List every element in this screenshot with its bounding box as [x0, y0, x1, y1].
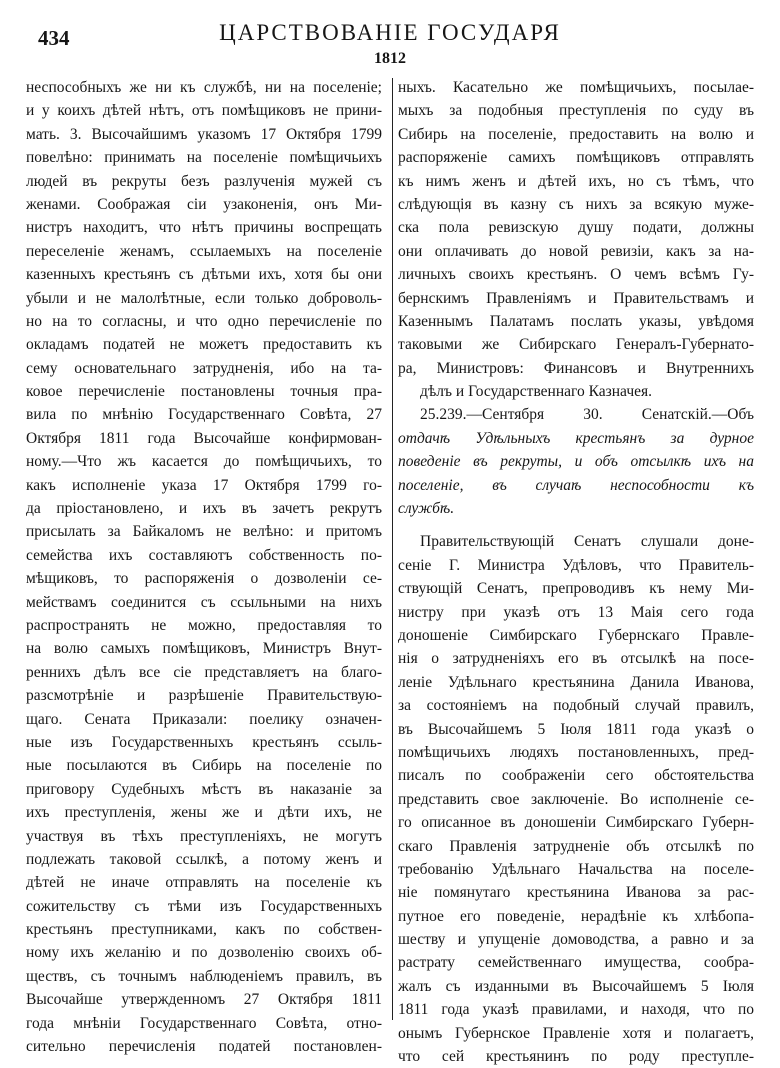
text-line: нистръ находитъ, что нѣтъ причины воспрещать [26, 219, 382, 237]
text-line: ска пола ревизскую душу подати, должны [398, 219, 754, 237]
text-line: повелѣно: принимать на поселеніе помѣщичьихъ [26, 149, 382, 167]
left-column [26, 76, 382, 1058]
entry-heading: 25.239.—Сентября 30. Сенатскій.—Объ [420, 406, 754, 424]
text-line: сожительству съ тѣми изъ Государственныхъ [26, 897, 382, 915]
text-line: жалъ съ изданными въ Высочайшемъ 5 Іюля [398, 977, 754, 995]
text-line: писалъ по соображеніи сего обстоятельства [398, 767, 754, 785]
text-line: за состояніемъ на подобный случай правилъ, [398, 697, 754, 715]
text-line: неспособныхъ же ни къ службѣ, ни на поселеніе; [26, 79, 382, 96]
text-line: требованію Удѣльнаго Начальства на поселе- [398, 860, 754, 878]
text-line: окладамъ податей не можетъ предоставить къ [26, 336, 382, 354]
text-line: слѣдующія въ казну съ нихъ за всякую муже- [398, 195, 754, 213]
text-line: къ нимъ женъ и дѣтей ихъ, но съ тѣмъ, что [398, 172, 754, 190]
text-line: приговору Судебныхъ мѣстъ въ наказаніе за [26, 780, 382, 798]
text-line: подлежать таковой ссылкѣ, а потому женъ и [26, 850, 382, 868]
text-line: семейства ихъ составляютъ собственность по- [26, 546, 382, 564]
text-line: года мнѣніи Государственнаго Совѣта, отно- [26, 1014, 382, 1032]
text-line: да пріостановлено, и ихъ въ зачетъ рекрутъ [26, 500, 382, 518]
text-line: распространять не можно, предоставляя то [26, 616, 382, 634]
text-line: реннихъ дѣлъ все сіе представляетъ на благо- [26, 663, 382, 681]
year-heading: 1812 [374, 50, 406, 67]
text-line: ному.—Что жъ касается до помѣщичьихъ, то [26, 453, 382, 471]
text-line: ные посылаются въ Сибирь на поселеніе по [26, 757, 382, 775]
text-line: вила по мнѣнію Государственнаго Совѣта, 27 [26, 406, 382, 424]
text-line: ные изъ Государственныхъ крестьянъ ссыль- [26, 733, 382, 751]
text-line: людей въ рекруты безъ разлученія мужей съ [26, 172, 382, 190]
text-line: сему основательнаго затрудненія, ибо на та- [26, 359, 382, 377]
text-line: ствующій Сенатъ, препроводивъ къ нему Ми- [398, 580, 754, 598]
text-line: нія о затрудненіяхъ его въ отсылкѣ на посе- [398, 650, 754, 668]
text-line: нистру при указѣ отъ 13 Маія сего года [398, 603, 754, 621]
text-line: женами. Соображая сіи узаконенія, онъ Ми- [26, 195, 382, 213]
text-line: путное его поведеніе, нерадѣніе къ хлѣбопа- [398, 907, 754, 925]
text-line: казенныхъ крестьянъ съ дѣтьми ихъ, хотя бы они [26, 266, 382, 284]
page-number: 434 [38, 26, 70, 50]
right-column [398, 76, 754, 1068]
column-divider [392, 78, 393, 1020]
text-line: присылать за Байкаломъ не велѣно: и притомъ [26, 523, 382, 541]
entry-title-line: поведеніе въ рекруты, и объ отсылкѣ ихъ на [398, 453, 754, 471]
text-line: распоряженіе самихъ помѣщиковъ отправлять [398, 149, 754, 167]
text-line: бернскимъ Правленіямъ и Правительствамъ и [398, 289, 754, 307]
running-title: ЦАРСТВОВАНІЕ ГОСУДАРЯ [219, 20, 561, 45]
text-line: представить свое заключеніе. Во исполненіе се- [398, 790, 754, 808]
text-line: разсмотрѣніе и разрѣшеніе Правительствую- [26, 687, 382, 705]
text-line: скаго Правленія затрудненіе объ отсылкѣ по [398, 837, 754, 855]
text-line: таковыми же Сибирскаго Генералъ-Губернато- [398, 336, 754, 354]
text-line: что сей крестьянинъ по роду преступле- [398, 1048, 754, 1066]
entry-title-line: поселеніе, въ случаѣ неспособности къ [398, 476, 754, 494]
text-line: растрату семейственнаго имущества, сообра- [398, 954, 754, 972]
text-line: онымъ Губернское Правленіе хотя и полагаетъ, [398, 1024, 754, 1042]
text-line: сеніе Г. Министра Удѣловъ, что Правитель- [398, 556, 754, 574]
entry-title-line: отдачѣ Удѣльныхъ крестьянъ за дурное [398, 429, 754, 447]
text-line: участвуя въ тѣхъ преступленіяхъ, не могутъ [26, 827, 382, 845]
text-line: щаго. Сената Приказали: поелику означен- [26, 710, 382, 728]
text-line: они оплачивать до новой ревизіи, какъ за на- [398, 242, 754, 260]
text-line: 1811 года указѣ правилами, и находя, что по [398, 1001, 754, 1019]
text-line: Казеннымъ Палатамъ послать указы, увѣдомя [398, 312, 754, 330]
text-line: какъ исполненіе указа 17 Октября 1799 го- [26, 476, 382, 494]
text-line: шеству и упущеніе домоводства, а равно и за [398, 931, 754, 949]
text-line: сительно перечисленія податей постановлен- [26, 1038, 382, 1056]
text-line: Высочайше утвержденномъ 27 Октября 1811 [26, 991, 382, 1009]
text-line: убыли и не малолѣтные, если только доброволь- [26, 289, 382, 307]
text-line: дѣтей не иначе отправлять на поселеніе къ [26, 874, 382, 892]
text-line: дѣлъ и Государственнаго Казначея. [420, 383, 652, 401]
text-line: го описанное въ доношеніи Симбирскаго Губерн- [398, 814, 754, 832]
entry-title-line: службѣ. [398, 500, 455, 518]
text-line: мать. 3. Высочайшимъ указомъ 17 Октября 1799 [26, 125, 382, 143]
text-line: ихъ преступленія, жены же и дѣти ихъ, не [26, 804, 382, 822]
text-line: ра, Министровъ: Финансовъ и Внутреннихъ [398, 359, 754, 377]
text-line: ніе помянутаго крестьянина Иванова за рас- [398, 884, 754, 902]
text-line: въ Высочайшемъ 5 Іюля 1811 года указѣ о [398, 720, 754, 738]
text-line: мействамъ соединится съ ссыльными на нихъ [26, 593, 382, 611]
text-line: на волю самыхъ помѣщиковъ, Министръ Внут- [26, 640, 382, 658]
text-line: Правительствующій Сенатъ слушали доне- [420, 533, 754, 551]
text-line: крестьянъ преступниками, какъ по собствен- [26, 921, 382, 939]
text-line: Сибирь на поселеніе, предоставить на волю и [398, 125, 754, 143]
text-line: и у коихъ дѣтей нѣтъ, отъ помѣщиковъ не прини- [26, 102, 382, 120]
paragraph-gap [398, 520, 754, 530]
text-line: помѣщичьихъ людяхъ постановленныхъ, пред- [398, 743, 754, 761]
text-line: леніе Удѣльнаго крестьянина Данила Иванова, [398, 673, 754, 691]
text-line: переселеніе женамъ, ссылаемыхъ на поселеніе [26, 242, 382, 260]
text-line: мыхъ за подобныя преступленія по суду въ [398, 102, 754, 120]
text-line: ковое перечисленіе постановлены точныя пра- [26, 383, 382, 401]
text-line: личныхъ своихъ крестьянъ. О чемъ всѣмъ Гу- [398, 266, 754, 284]
text-line: ществъ, съ точнымъ наблюденіемъ правилъ, въ [26, 967, 382, 985]
text-line: ныхъ. Касательно же помѣщичьихъ, посылае- [398, 79, 754, 96]
text-line: доношеніе Симбирскаго Губернскаго Правле- [398, 626, 754, 644]
text-line: но на то согласны, и что одно перечисленіе по [26, 312, 382, 330]
text-line: ному ихъ желанію и по дозволенію своихъ об- [26, 944, 382, 962]
text-line: мѣщиковъ, то распоряженія о дозволеніи се- [26, 570, 382, 588]
text-line: Октября 1811 года Высочайше конфирмован- [26, 429, 382, 447]
